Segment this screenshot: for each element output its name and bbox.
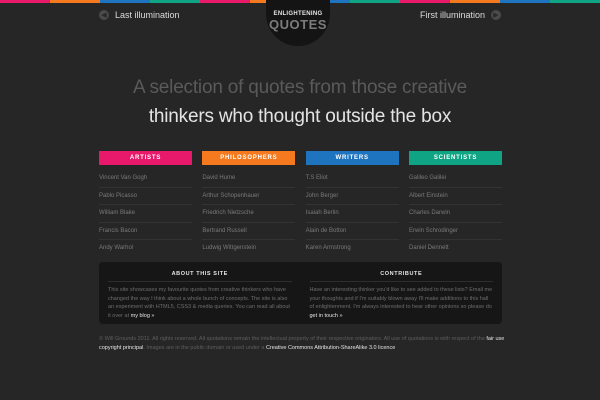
category-header-artists[interactable]: ARTISTS [99,151,192,165]
category-writers [306,151,399,258]
headline-line-1: A selection of quotes from those creative [133,77,467,98]
thinker-link[interactable]: Vincent Van Gogh [99,170,192,188]
page-headline [0,76,600,130]
thinker-list [409,170,502,258]
color-stripe [200,0,250,3]
thinker-link[interactable]: William Blake [99,205,192,223]
fair-use-link[interactable]: fair use copyright principal [99,336,505,351]
last-illumination-link[interactable] [99,10,180,20]
thinker-link[interactable]: Albert Einstein [409,188,502,206]
about-section [99,271,301,324]
thinker-link[interactable]: Bertrand Russell [202,223,295,241]
thinker-link[interactable]: Karen Armstrong [305,245,351,251]
color-stripe [350,0,400,3]
last-illumination-label: Last illumination [115,10,180,20]
thinker-link[interactable]: Ludwig Wittgenstein [202,245,257,251]
site-logo[interactable] [266,0,330,46]
color-stripe [150,0,200,3]
color-stripe [550,0,600,3]
thinker-link[interactable]: Andy Warhol [99,245,134,251]
about-title: ABOUT THIS SITE [171,271,228,277]
thinker-link[interactable]: Erwin Schrodinger [409,223,502,241]
divider [310,281,494,282]
thinker-link[interactable]: Daniel Dennett [408,245,449,251]
color-stripe [0,0,50,3]
footer-part-1: © Will Grounds 2011. All rights reserved. All quotations remain the intellectual property of their respective originators. All use of quotations is with respect of the [99,336,485,342]
contribute-text [310,286,494,320]
category-artists [99,151,192,258]
contribute-body: Have an interesting thinker you'd like to see added to these lists? Email me your thoughts and if I'm suitably blown away I'll make additions to this hall of enlightenment. I'm always interested to hear other opinions so please do [309,287,493,310]
footer-text [99,335,519,352]
headline-line-2: thinkers who thought outside the box [148,106,452,127]
chevron-right-icon: ▶ [491,10,501,20]
logo-line-top: ENLIGHTENING [273,11,323,17]
thinker-list [99,170,192,258]
category-header-philosophers[interactable]: PHILOSOPHERS [202,151,295,165]
contribute-title: CONTRIBUTE [380,271,423,277]
category-header-writers[interactable]: WRITERS [306,151,399,165]
thinker-link[interactable]: Galileo Galilei [409,170,502,188]
creative-commons-link[interactable]: Creative Commons Attribution-ShareAlike 3.0 licence [265,344,396,351]
thinker-list [306,170,399,258]
divider [108,281,292,282]
thinker-list [202,170,295,258]
thinker-link[interactable]: David Hume [202,170,295,188]
thinker-link[interactable]: John Berger [306,188,399,206]
category-scientists [409,151,502,258]
first-illumination-label: First illumination [419,10,485,20]
contribute-section [301,271,503,324]
thinker-link[interactable]: Pablo Picasso [99,188,192,206]
color-stripe [50,0,100,3]
my-blog-link[interactable]: my blog » [130,312,155,319]
about-text [108,286,292,320]
info-panel [99,262,502,324]
get-in-touch-link[interactable]: get in touch » [309,312,343,319]
category-philosophers [202,151,295,258]
thinker-link[interactable]: T.S Eliot [306,170,399,188]
thinker-link[interactable]: Isaiah Berlin [306,205,399,223]
thinker-link[interactable]: Francis Bacon [99,223,192,241]
thinker-link[interactable]: Friedrich Nietzsche [202,205,295,223]
chevron-left-icon: ◀ [99,10,109,20]
color-stripe [500,0,550,3]
thinker-link[interactable]: Charles Darwin [409,205,502,223]
thinker-link[interactable]: Alain de Botton [306,223,399,241]
category-header-scientists[interactable]: SCIENTISTS [409,151,502,165]
logo-line-main: QUOTES [269,17,327,32]
first-illumination-link[interactable] [420,10,501,20]
about-body: This site showcases my favourite quotes from creative thinkers who have changed the way I think about a whole bunch of concepts. The site is also an experiment with HTML5, CSS3 & media queries. You can read all about it over at [108,287,290,319]
category-columns [99,151,502,258]
color-stripe [100,0,150,3]
color-stripe [400,0,450,3]
footer-part-2: . Images are in the public domain or used under a [143,344,265,351]
thinker-link[interactable]: Arthur Schopenhauer [202,188,295,206]
color-stripe [450,0,500,3]
